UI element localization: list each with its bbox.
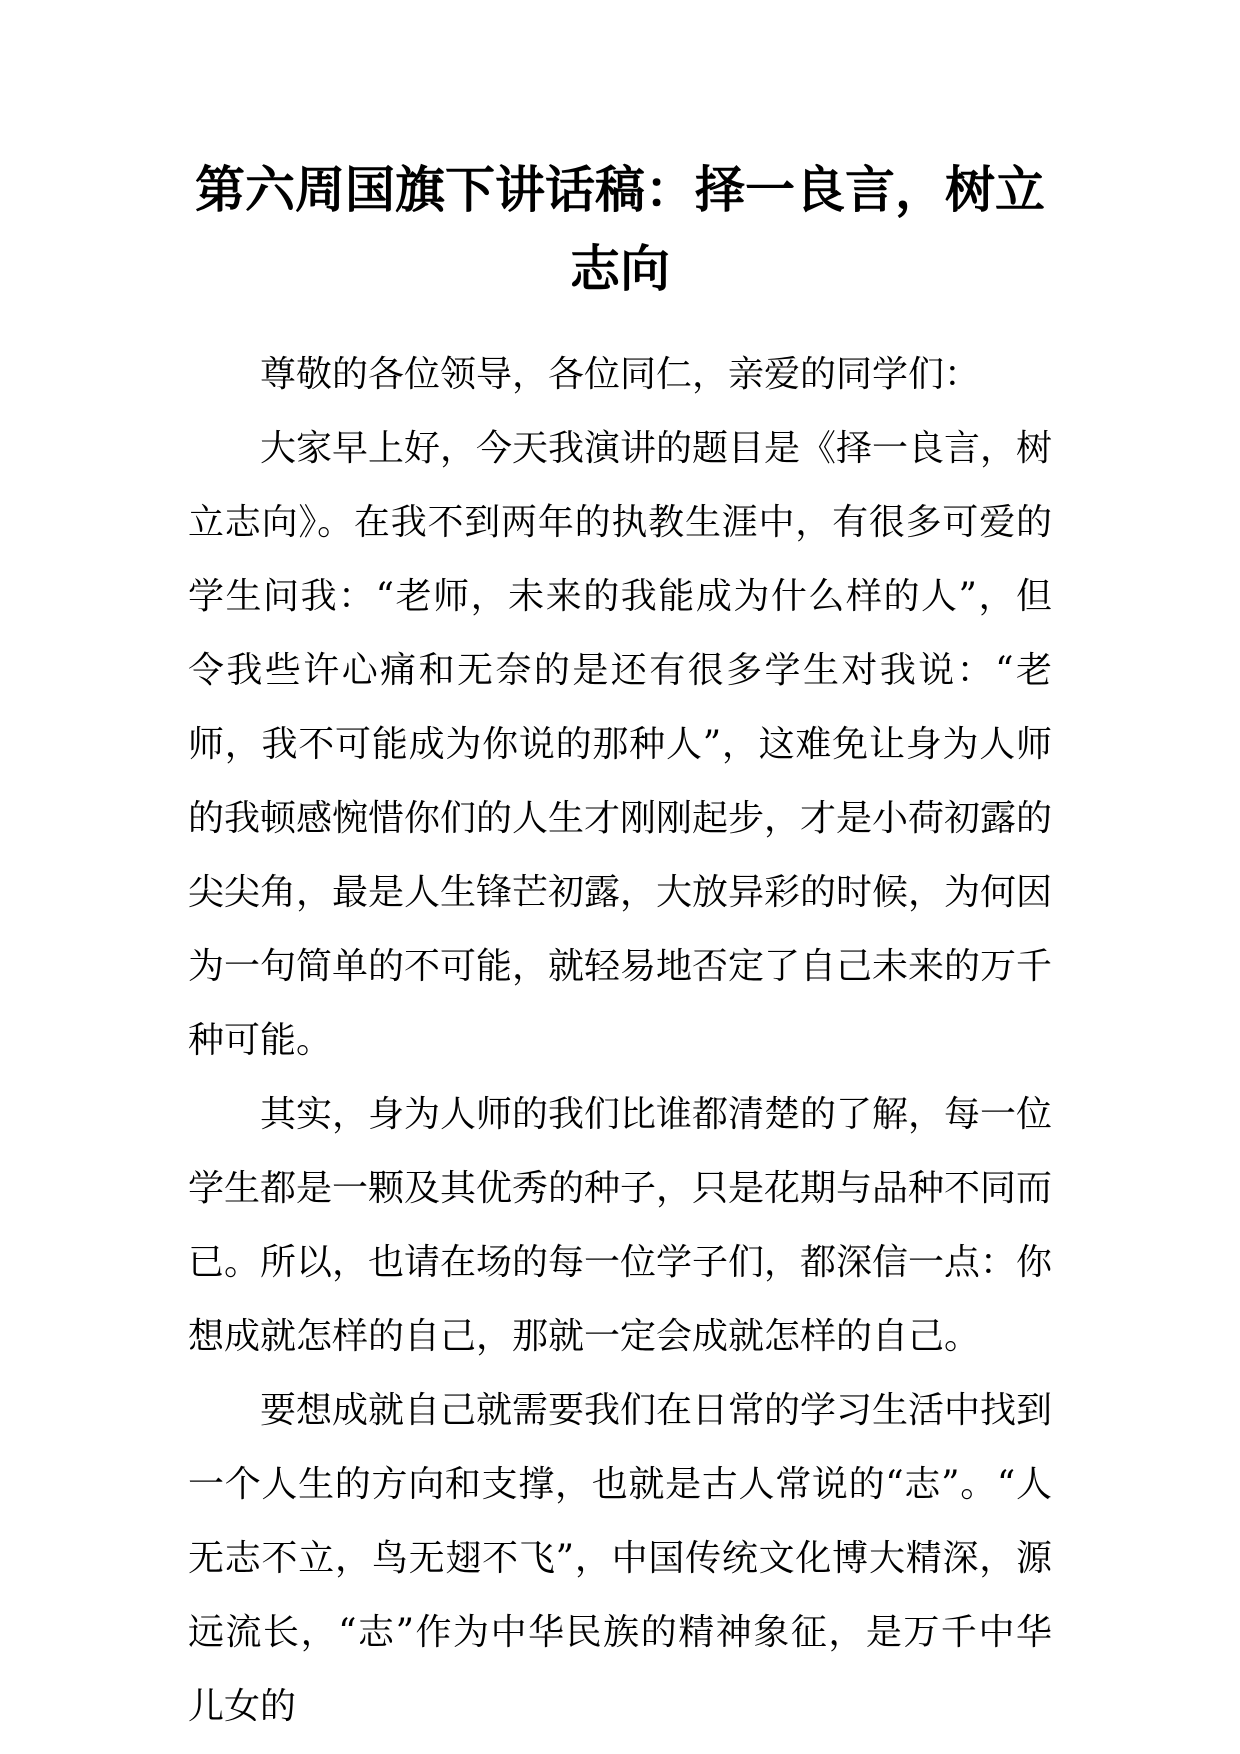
body-paragraph-3: 要想成就自己就需要我们在日常的学习生活中找到一个人生的方向和支撑，也就是古人常说的“志”。“人无志不立，鸟无翅不飞”，中国传统文化博大精深，源远流长，“志”作为中华民族的精神象征，是万千中华儿女的 [188, 1390, 1053, 1727]
document-body [188, 338, 1052, 1744]
title-line-1: 第六周国旗下讲话稿：择一良言，树立 [195, 160, 1045, 219]
salutation-paragraph: 尊敬的各位领导，各位同仁，亲爱的同学们： [260, 354, 981, 395]
body-paragraph-2: 其实，身为人师的我们比谁都清楚的了解，每一位学生都是一颗及其优秀的种子，只是花期与品种不同而已。所以，也请在场的每一位学子们，都深信一点：你想成就怎样的自己，那就一定会成就怎样的自己。 [188, 1094, 1053, 1357]
body-paragraph-1: 大家早上好，今天我演讲的题目是《择一良言，树立志向》。在我不到两年的执教生涯中，有很多可爱的学生问我：“老师，未来的我能成为什么样的人”，但令我些许心痛和无奈的是还有很多学生对我说：“老师，我不可能成为你说的那种人”，这难免让身为人师的我顿感惋惜你们的人生才刚刚起步，才是小荷初露的尖尖角，最是人生锋芒初露，大放异彩的时候，为何因为一句简单的不可能，就轻易地否定了自己未来的万千种可能。 [188, 428, 1053, 1061]
title-line-2: 志向 [570, 239, 670, 298]
document-title [170, 150, 1070, 308]
